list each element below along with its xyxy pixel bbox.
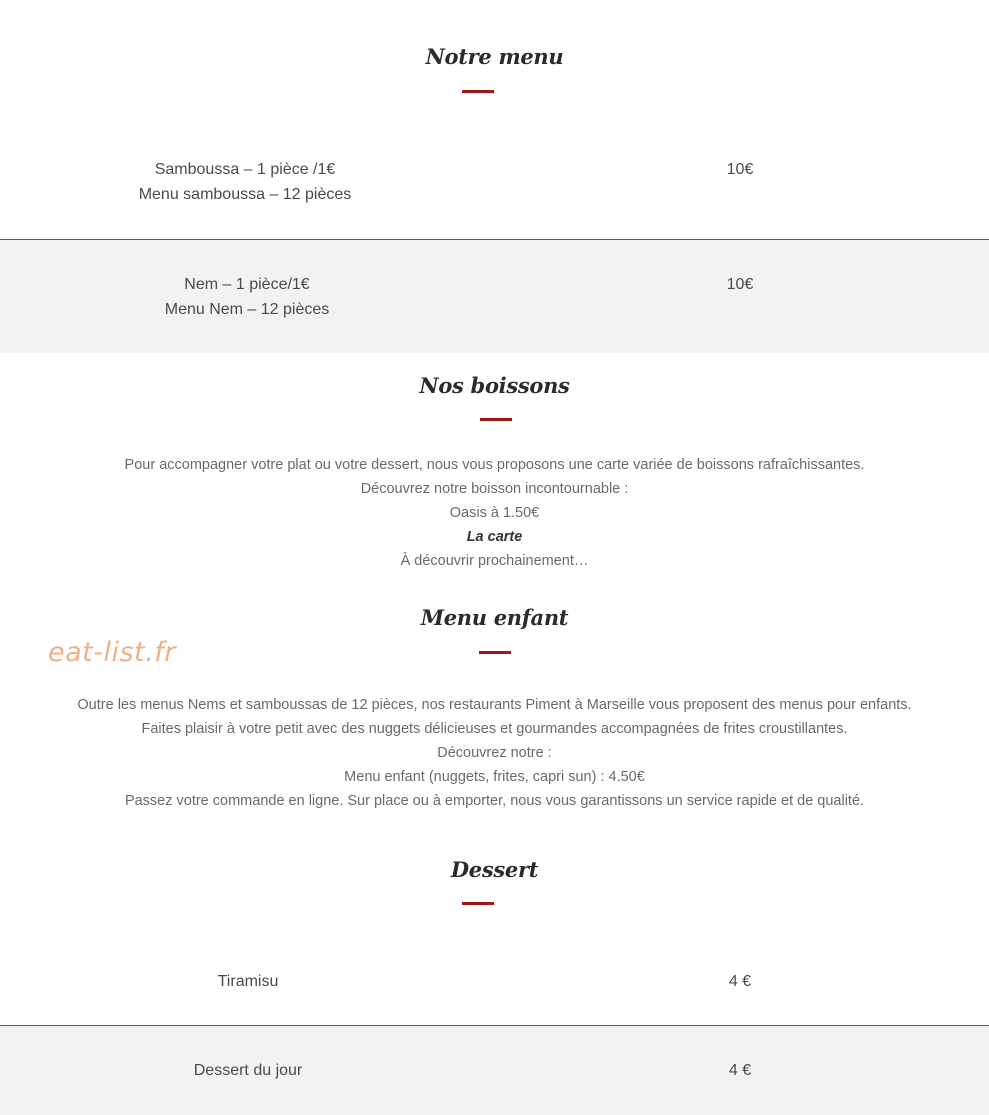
section-title-menu: Notre menu	[425, 44, 564, 69]
paragraph-line: Menu enfant (nuggets, frites, capri sun) : 4.50€	[344, 769, 645, 785]
paragraph-line: Découvrez notre :	[437, 745, 552, 761]
title-underline	[479, 651, 511, 654]
paragraph-line: Passez votre commande en ligne. Sur place ou à emporter, nous vous garantissons un service rapide et de qualité.	[124, 793, 865, 809]
paragraph-line: Oasis à 1.50€	[449, 505, 540, 521]
dessert-item-du-jour: Dessert du jour	[193, 1062, 303, 1079]
title-underline	[462, 90, 494, 93]
paragraph-line: Outre les menus Nems et samboussas de 12 pièces, nos restaurants Piment à Marseille vous proposent des menus pour enfants.	[77, 697, 912, 713]
paragraph-line: Pour accompagner votre plat ou votre dessert, nous vous proposons une carte variée de boissons rafraîchissantes.	[124, 457, 865, 473]
paragraph-line: À découvrir prochainement…	[400, 553, 589, 569]
section-title-drinks: Nos boissons	[419, 373, 570, 398]
item-price: 10€	[726, 276, 754, 293]
paragraph-line: Faites plaisir à votre petit avec des nuggets délicieuses et gourmandes accompagnées de frites croustillantes.	[141, 721, 848, 737]
menu-item-samboussa	[120, 157, 370, 207]
item-line: Samboussa – 1 pièce /1€	[154, 161, 336, 178]
watermark-logo: eat-list.fr	[48, 637, 176, 668]
item-price: 4 €	[728, 1062, 752, 1079]
item-price: 4 €	[728, 973, 752, 990]
kids-text	[0, 693, 989, 813]
title-underline	[462, 902, 494, 905]
menu-item-nem	[120, 272, 374, 322]
dessert-item-tiramisu: Tiramisu	[217, 973, 279, 990]
section-title-dessert: Dessert	[450, 857, 539, 882]
section-title-kids: Menu enfant	[420, 605, 569, 630]
item-line: Nem – 1 pièce/1€	[184, 276, 310, 293]
drinks-menu-heading: La carte	[466, 529, 523, 545]
paragraph-line: Découvrez notre boisson incontournable :	[360, 481, 629, 497]
drinks-text	[0, 453, 989, 573]
item-price: 10€	[726, 161, 754, 178]
item-line: Menu samboussa – 12 pièces	[138, 186, 352, 203]
title-underline	[480, 418, 512, 421]
item-line: Menu Nem – 12 pièces	[164, 301, 330, 318]
